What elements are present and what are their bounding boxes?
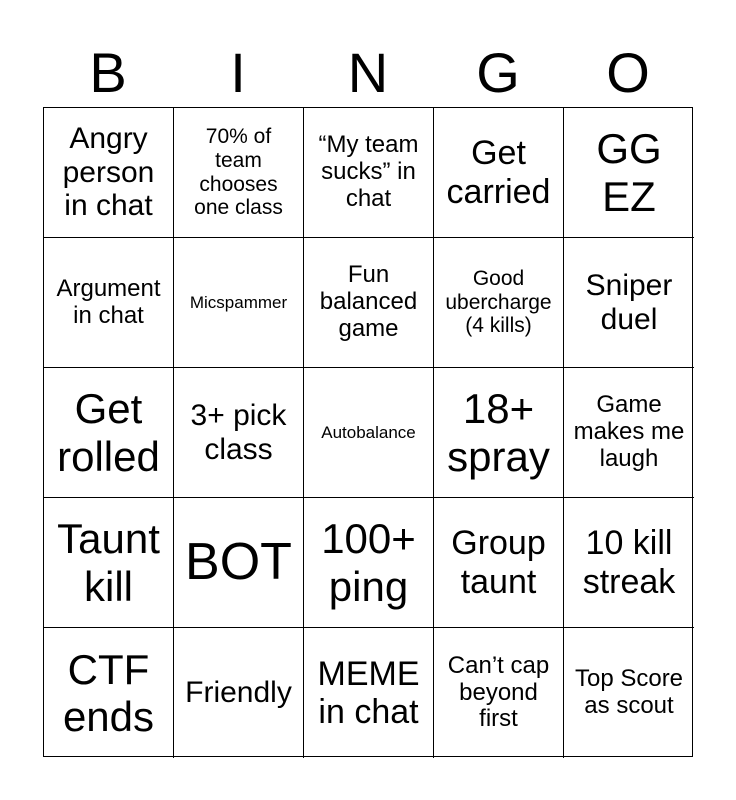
bingo-cell[interactable]: GG EZ	[564, 108, 694, 238]
bingo-cell[interactable]: CTF ends	[44, 628, 174, 758]
bingo-cell[interactable]: Get carried	[434, 108, 564, 238]
bingo-cell[interactable]: Autobalance	[304, 368, 434, 498]
bingo-cell[interactable]: Sniper duel	[564, 238, 694, 368]
header-letter-i: I	[230, 41, 246, 104]
bingo-cell[interactable]: Micspammer	[174, 238, 304, 368]
header-letter-o: O	[606, 41, 650, 104]
bingo-cell[interactable]: 100+ ping	[304, 498, 434, 628]
bingo-cell[interactable]: “My team sucks” in chat	[304, 108, 434, 238]
bingo-cell[interactable]: 70% of team chooses one class	[174, 108, 304, 238]
bingo-cell[interactable]: Friendly	[174, 628, 304, 758]
header-letter-n: N	[347, 41, 389, 104]
header-letter-b: B	[89, 41, 127, 104]
bingo-cell[interactable]: Group taunt	[434, 498, 564, 628]
bingo-cell[interactable]: Get rolled	[44, 368, 174, 498]
bingo-cell[interactable]: Can’t cap beyond first	[434, 628, 564, 758]
bingo-cell[interactable]: Angry person in chat	[44, 108, 174, 238]
bingo-cell[interactable]: Game makes me laugh	[564, 368, 694, 498]
bingo-cell[interactable]: MEME in chat	[304, 628, 434, 758]
bingo-cell[interactable]: Top Score as scout	[574, 665, 684, 719]
bingo-cell[interactable]: Good ubercharge (4 kills)	[434, 238, 564, 368]
header-letter-g: G	[476, 41, 520, 104]
bingo-cell[interactable]: Taunt kill	[44, 498, 174, 628]
bingo-cell[interactable]: 3+ pick class	[174, 368, 304, 498]
bingo-board	[43, 107, 693, 757]
bingo-header	[43, 40, 693, 106]
bingo-cell[interactable]: 18+ spray	[434, 368, 564, 498]
bingo-cell[interactable]: 10 kill streak	[564, 498, 694, 628]
bingo-cell[interactable]: Fun balanced game	[304, 238, 434, 368]
bingo-cell[interactable]: Argument in chat	[44, 238, 174, 368]
bingo-cell[interactable]: BOT	[174, 498, 304, 628]
